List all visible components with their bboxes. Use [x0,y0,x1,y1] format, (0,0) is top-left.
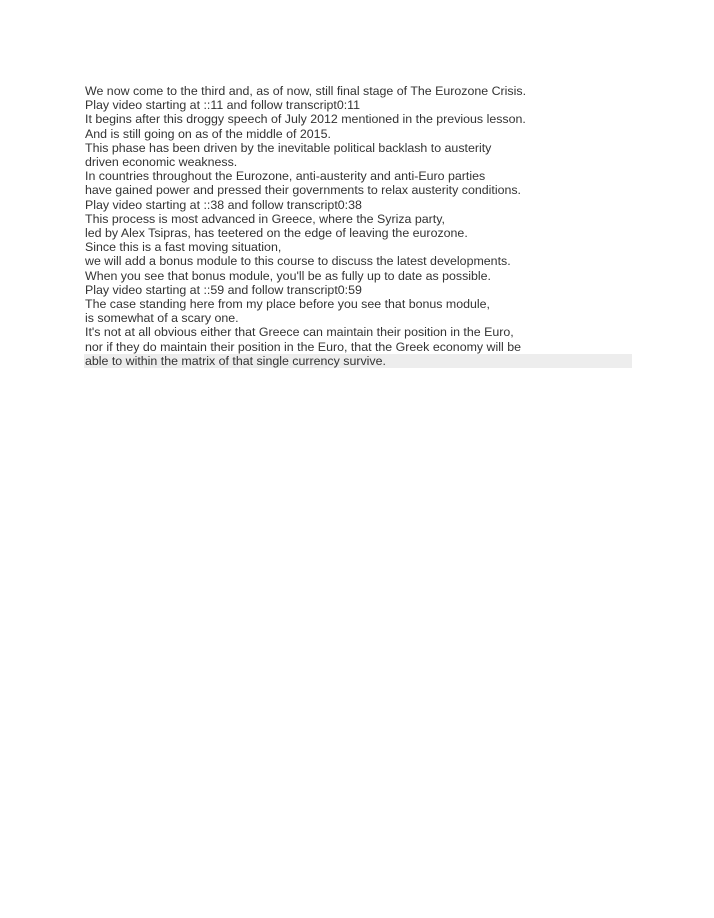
transcript-line: driven economic weakness. [85,155,238,170]
transcript-line: It begins after this droggy speech of July 2012 mentioned in the previous lesson. [85,112,526,127]
transcript-line: This process is most advanced in Greece, where the Syriza party, [85,211,445,226]
transcript-line: This phase has been driven by the inevitable political backlash to austerity [85,140,492,155]
transcript-line: we will add a bonus module to this course to discuss the latest developments. [85,254,511,269]
transcript-line: It's not at all obvious either that Greece can maintain their position in the Euro, [85,325,514,340]
transcript-line: is somewhat of a scary one. [85,311,239,326]
transcript-line: nor if they do maintain their position in the Euro, that the Greek economy will be [85,339,521,354]
transcript-line: Since this is a fast moving situation, [85,240,282,255]
transcript-line-highlighted: able to within the matrix of that single currency survive. [84,354,632,368]
transcript-line: And is still going on as of the middle of 2015. [85,126,331,141]
transcript-line: We now come to the third and, as of now, still final stage of The Eurozone Crisis. [85,84,527,98]
transcript-line: The case standing here from my place before you see that bonus module, [85,297,490,312]
transcript-timestamp-link[interactable]: Play video starting at ::11 and follow transcript0:11 [85,98,361,113]
transcript-text [84,84,632,368]
transcript-line: led by Alex Tsipras, has teetered on the edge of leaving the eurozone. [85,226,468,241]
transcript-timestamp-link[interactable]: Play video starting at ::38 and follow transcript0:38 [85,197,362,212]
transcript-line: When you see that bonus module, you'll be as fully up to date as possible. [85,268,491,283]
transcript-line: have gained power and pressed their governments to relax austerity conditions. [85,183,521,198]
transcript-timestamp-link[interactable]: Play video starting at ::59 and follow transcript0:59 [85,282,362,297]
transcript-line: In countries throughout the Eurozone, anti-austerity and anti-Euro parties [85,169,486,184]
